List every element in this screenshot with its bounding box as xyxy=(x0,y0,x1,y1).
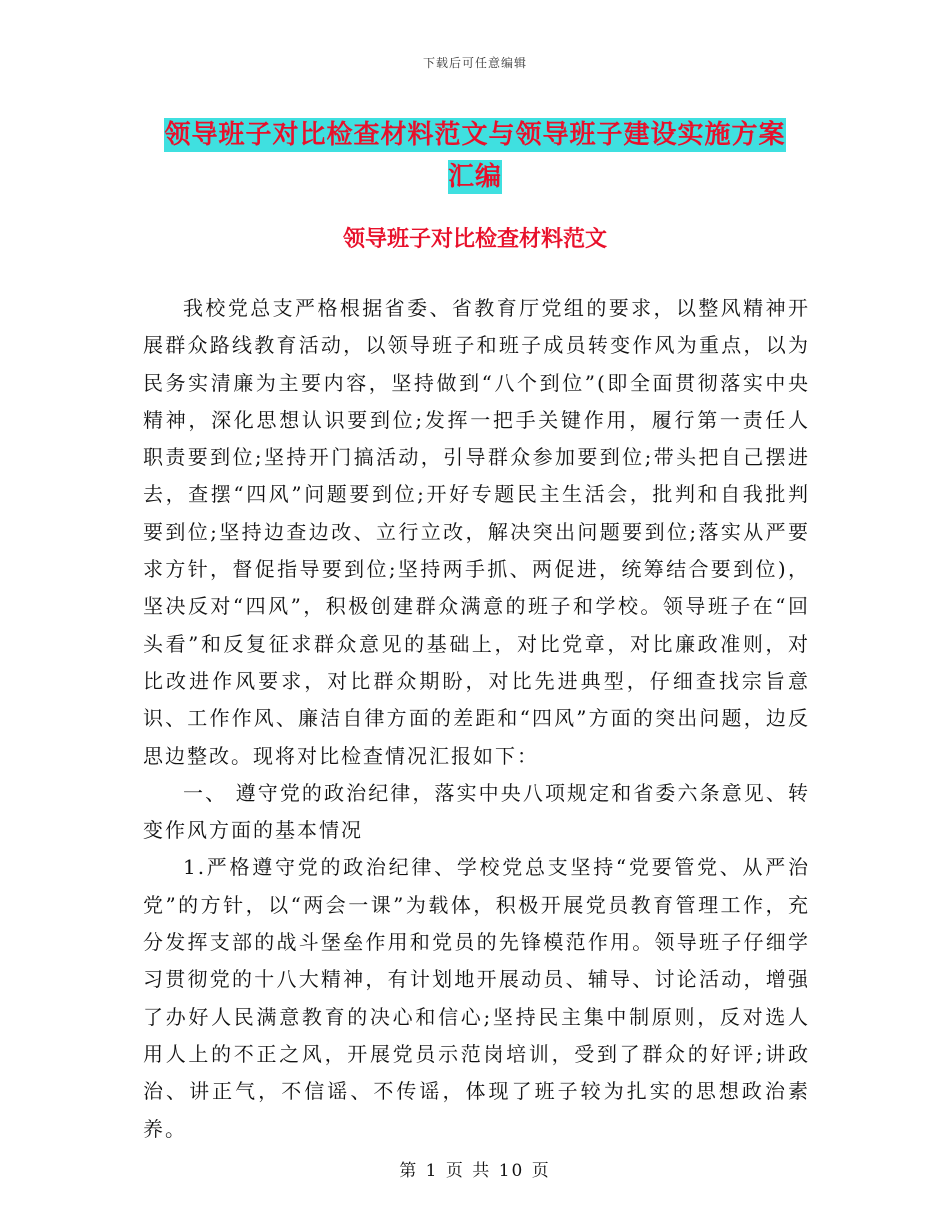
header-note: 下载后可任意编辑 xyxy=(422,56,527,70)
title-highlight-2: 汇编 xyxy=(447,162,502,192)
title-highlight-1: 领导班子对比检查材料范文与领导班子建设实施方案 xyxy=(164,120,786,150)
document-title-line-1 xyxy=(0,114,950,151)
paragraph-intro: 我校党总支严格根据省委、省教育厅党组的要求，以整风精神开展群众路线教育活动，以领导班子和班子成员转变作风为重点，以为民务实清廉为主要内容，坚持做到“八个到位”(即全面贯彻落实中央精神，深化思想认识要到位;发挥一把手关键作用，履行第一责任人职责要到位;坚持开门搞活动，引导群众参加要到位;带头把自己摆进去，查摆“四风”问题要到位;开好专题民主生活会，批判和自我批判要到位;坚持边查边改、立行立改，解决突出问题要到位;落实从严要求方针，督促指导要到位;坚持两手抓、两促进，统筹结合要到位)，坚决反对“四风”，积极创建群众满意的班子和学校。领导班子在“回头看”和反复征求群众意见的基础上，对比党章，对比廉政准则，对比改进作风要求，对比群众期盼，对比先进典型，仔细查找宗旨意识、工作作风、廉洁自律方面的差距和“四风”方面的突出问题，边反思边整改。现将对比检查情况汇报如下： xyxy=(143,296,810,768)
body-text xyxy=(143,290,810,1148)
page-number-footer: 第 1 页 共 10 页 xyxy=(399,1161,551,1181)
paragraph-heading-one: 一、 遵守党的政治纪律，落实中央八项规定和省委六条意见、转变作风方面的基本情况 xyxy=(143,780,810,843)
paragraph-item-one: 1.严格遵守党的政治纪律、学校党总支坚持“党要管党、从严治党”的方针，以“两会一课”为载体，积极开展党员教育管理工作，充分发挥支部的战斗堡垒作用和党员的先锋模范作用。领导班子仔细学习贯彻党的十八大精神，有计划地开展动员、辅导、讨论活动，增强了办好人民满意教育的决心和信心;坚持民主集中制原则，反对选人用人上的不正之风，开展党员示范岗培训，受到了群众的好评;讲政治、讲正气，不信谣、不传谣，体现了班子较为扎实的思想政治素养。 xyxy=(143,855,810,1141)
document-title-line-2 xyxy=(0,156,950,193)
section-title: 领导班子对比检查材料范文 xyxy=(342,227,607,252)
